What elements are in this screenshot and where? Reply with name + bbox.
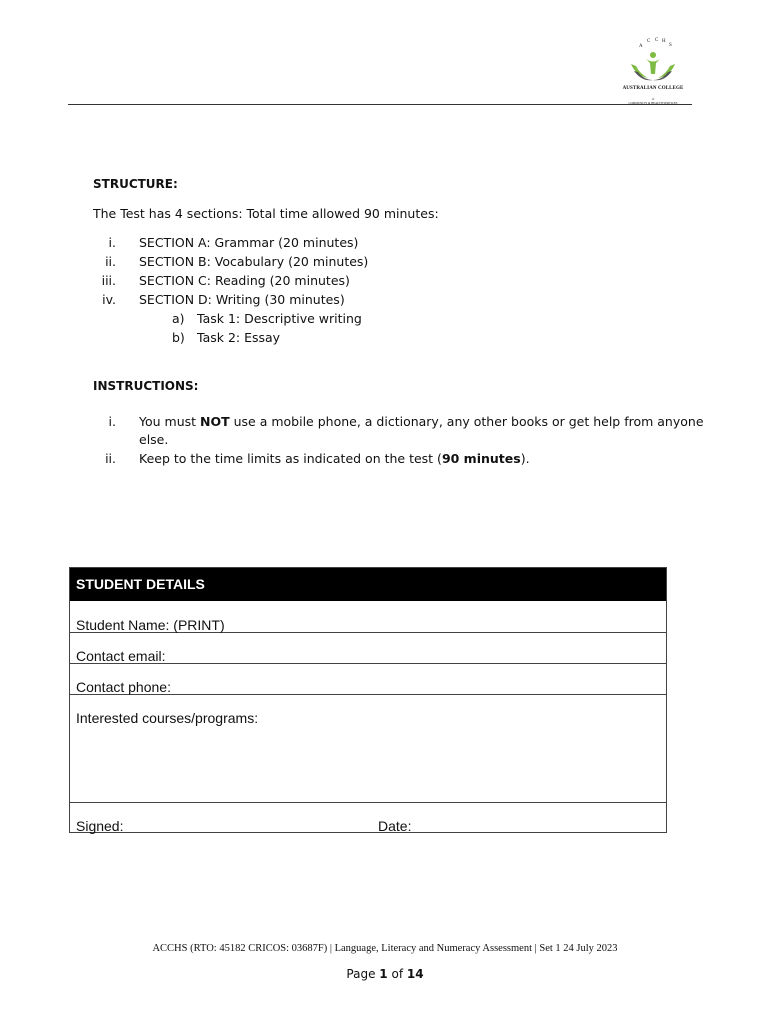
svg-text:C: C bbox=[647, 39, 651, 44]
signature-row[interactable] bbox=[70, 803, 666, 832]
student-name-field[interactable]: Student Name: (PRINT) bbox=[70, 601, 666, 633]
signed-label: Signed: bbox=[76, 818, 124, 834]
contact-phone-field[interactable]: Contact phone: bbox=[70, 664, 666, 695]
table-title: STUDENT DETAILS bbox=[70, 568, 666, 601]
instructions-heading: INSTRUCTIONS: bbox=[93, 379, 199, 393]
contact-email-field[interactable]: Contact email: bbox=[70, 633, 666, 664]
structure-heading: STRUCTURE: bbox=[93, 177, 178, 191]
structure-intro: The Test has 4 sections: Total time allowed 90 minutes: bbox=[93, 206, 439, 221]
page-number: Page 1 of 14 bbox=[346, 967, 424, 981]
header-rule bbox=[68, 104, 692, 105]
document-footer: ACCHS (RTO: 45182 CRICOS: 03687F) | Language, Literacy and Numeracy Assessment | Set 1 24 July 2023 bbox=[152, 943, 618, 954]
logo-name: AUSTRALIAN COLLEGE bbox=[622, 86, 684, 91]
interested-courses-field[interactable]: Interested courses/programs: bbox=[70, 695, 666, 803]
logo-emblem-icon bbox=[622, 36, 684, 86]
instruction-text: You must NOT use a mobile phone, a dictionary, any other books or get help from anyone bbox=[139, 414, 704, 429]
student-details-table bbox=[69, 567, 667, 833]
instruction-text: Keep to the time limits as indicated on the test (90 minutes). bbox=[139, 451, 530, 466]
svg-text:A: A bbox=[639, 44, 643, 49]
college-logo bbox=[622, 36, 684, 105]
svg-text:C: C bbox=[655, 38, 659, 43]
svg-text:S: S bbox=[669, 43, 672, 48]
logo-subtitle: of COMMUNITY & HEALTH SERVICES bbox=[628, 97, 678, 105]
svg-text:H: H bbox=[662, 39, 666, 44]
date-label: Date: bbox=[378, 818, 412, 834]
